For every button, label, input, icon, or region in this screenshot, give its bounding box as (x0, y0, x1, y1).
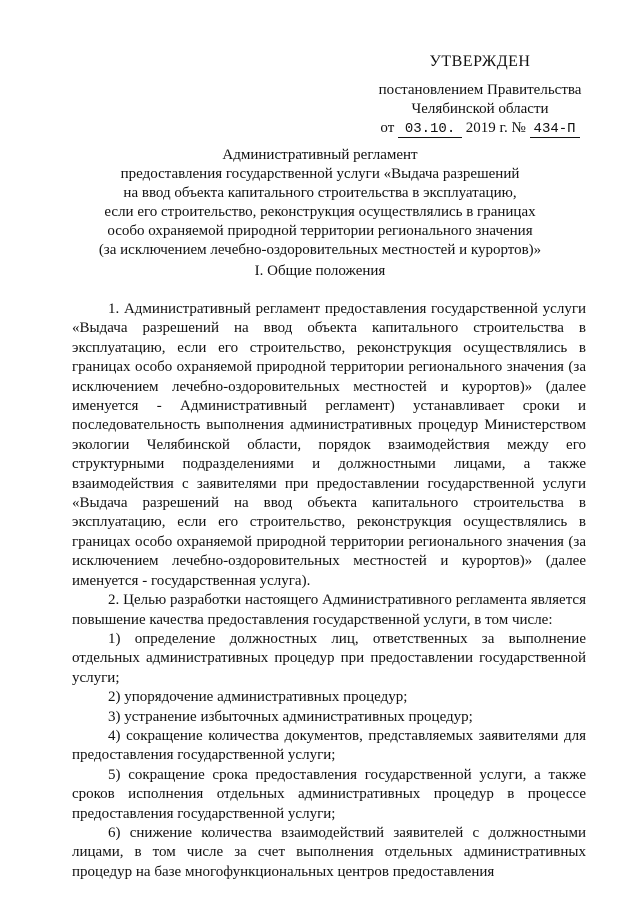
title-line: (за исключением лечебно-оздоровительных местностей и курортов)» (98, 242, 542, 258)
approval-heading: УТВЕРЖДЕН (429, 53, 531, 70)
document-body (72, 300, 586, 882)
title-line: на ввод объекта капитального строительства в эксплуатацию, (123, 185, 517, 201)
list-item-4: 4) сокращение количества документов, представляемых заявителями для предоставления государственной услуги; (72, 727, 586, 764)
list-item-6: 6) снижение количества взаимодействий заявителей с должностными лицами, в том числе за счет выполнения отдельных административных процедур на базе многофункциональных центров предоставления (72, 824, 586, 880)
list-item-2: 2) упорядочение административных процедур; (108, 689, 408, 706)
paragraph-1: 1. Административный регламент предоставления государственной услуги «Выдача разрешений на ввод объекта капитального строительства в эксплуатацию, если его строительство, реконструкция осуществлялись в границах особо охраняемой природной территории регионального значения (за исключением лечебно-оздоровительных местностей и курортов)» (далее именуется - Административный регламент) устанавливает сроки и последовательность выполнения административных процедур Министерством экологии Челябинской области, порядок взаимодействия между его структурными подразделениями и должностными лицами, а также взаимодействия с заявителями при предоставлении государственной услуги «Выдача разрешений на ввод объекта капитального строительства в эксплуатацию, если его строительство, реконструкция осуществлялись в границах особо охраняемой природной территории регионального значения (за исключением лечебно-оздоровительных местностей и курортов)» (далее именуется - государственная услуга). (72, 301, 586, 589)
title-line: Административный регламент (222, 147, 418, 163)
list-item-5: 5) сокращение срока предоставления государственной услуги, а также сроков исполнения отдельных административных процедур в процессе предоставления государственной услуги; (72, 766, 586, 822)
list-item-3: 3) устранение избыточных административных процедур; (108, 708, 473, 725)
document-title (60, 146, 580, 260)
section-heading: I. Общие положения (254, 263, 386, 279)
list-item-1: 1) определение должностных лиц, ответственных за выполнение отдельных административных процедур при предоставлении государственной услуги; (72, 630, 586, 686)
approval-date-line (360, 119, 600, 138)
title-line: если его строительство, реконструкция осуществлялись в границах (104, 204, 536, 220)
approval-from-label: от (380, 120, 395, 136)
title-line: особо охраняемой природной территории регионального значения (107, 223, 533, 239)
approval-line-region: Челябинской области (411, 101, 549, 117)
paragraph-2: 2. Целью разработки настоящего Административного регламента является повышение качества предоставления государственной услуги, в том числе: (72, 592, 586, 628)
approval-number: 434-П (530, 122, 580, 138)
approval-date: 03.10. (398, 122, 462, 138)
approval-year-label: 2019 г. № (465, 120, 526, 136)
title-line: предоставления государственной услуги «Выдача разрешений (120, 166, 520, 182)
approval-line-government: постановлением Правительства (378, 82, 582, 98)
approval-stamp (360, 52, 600, 138)
